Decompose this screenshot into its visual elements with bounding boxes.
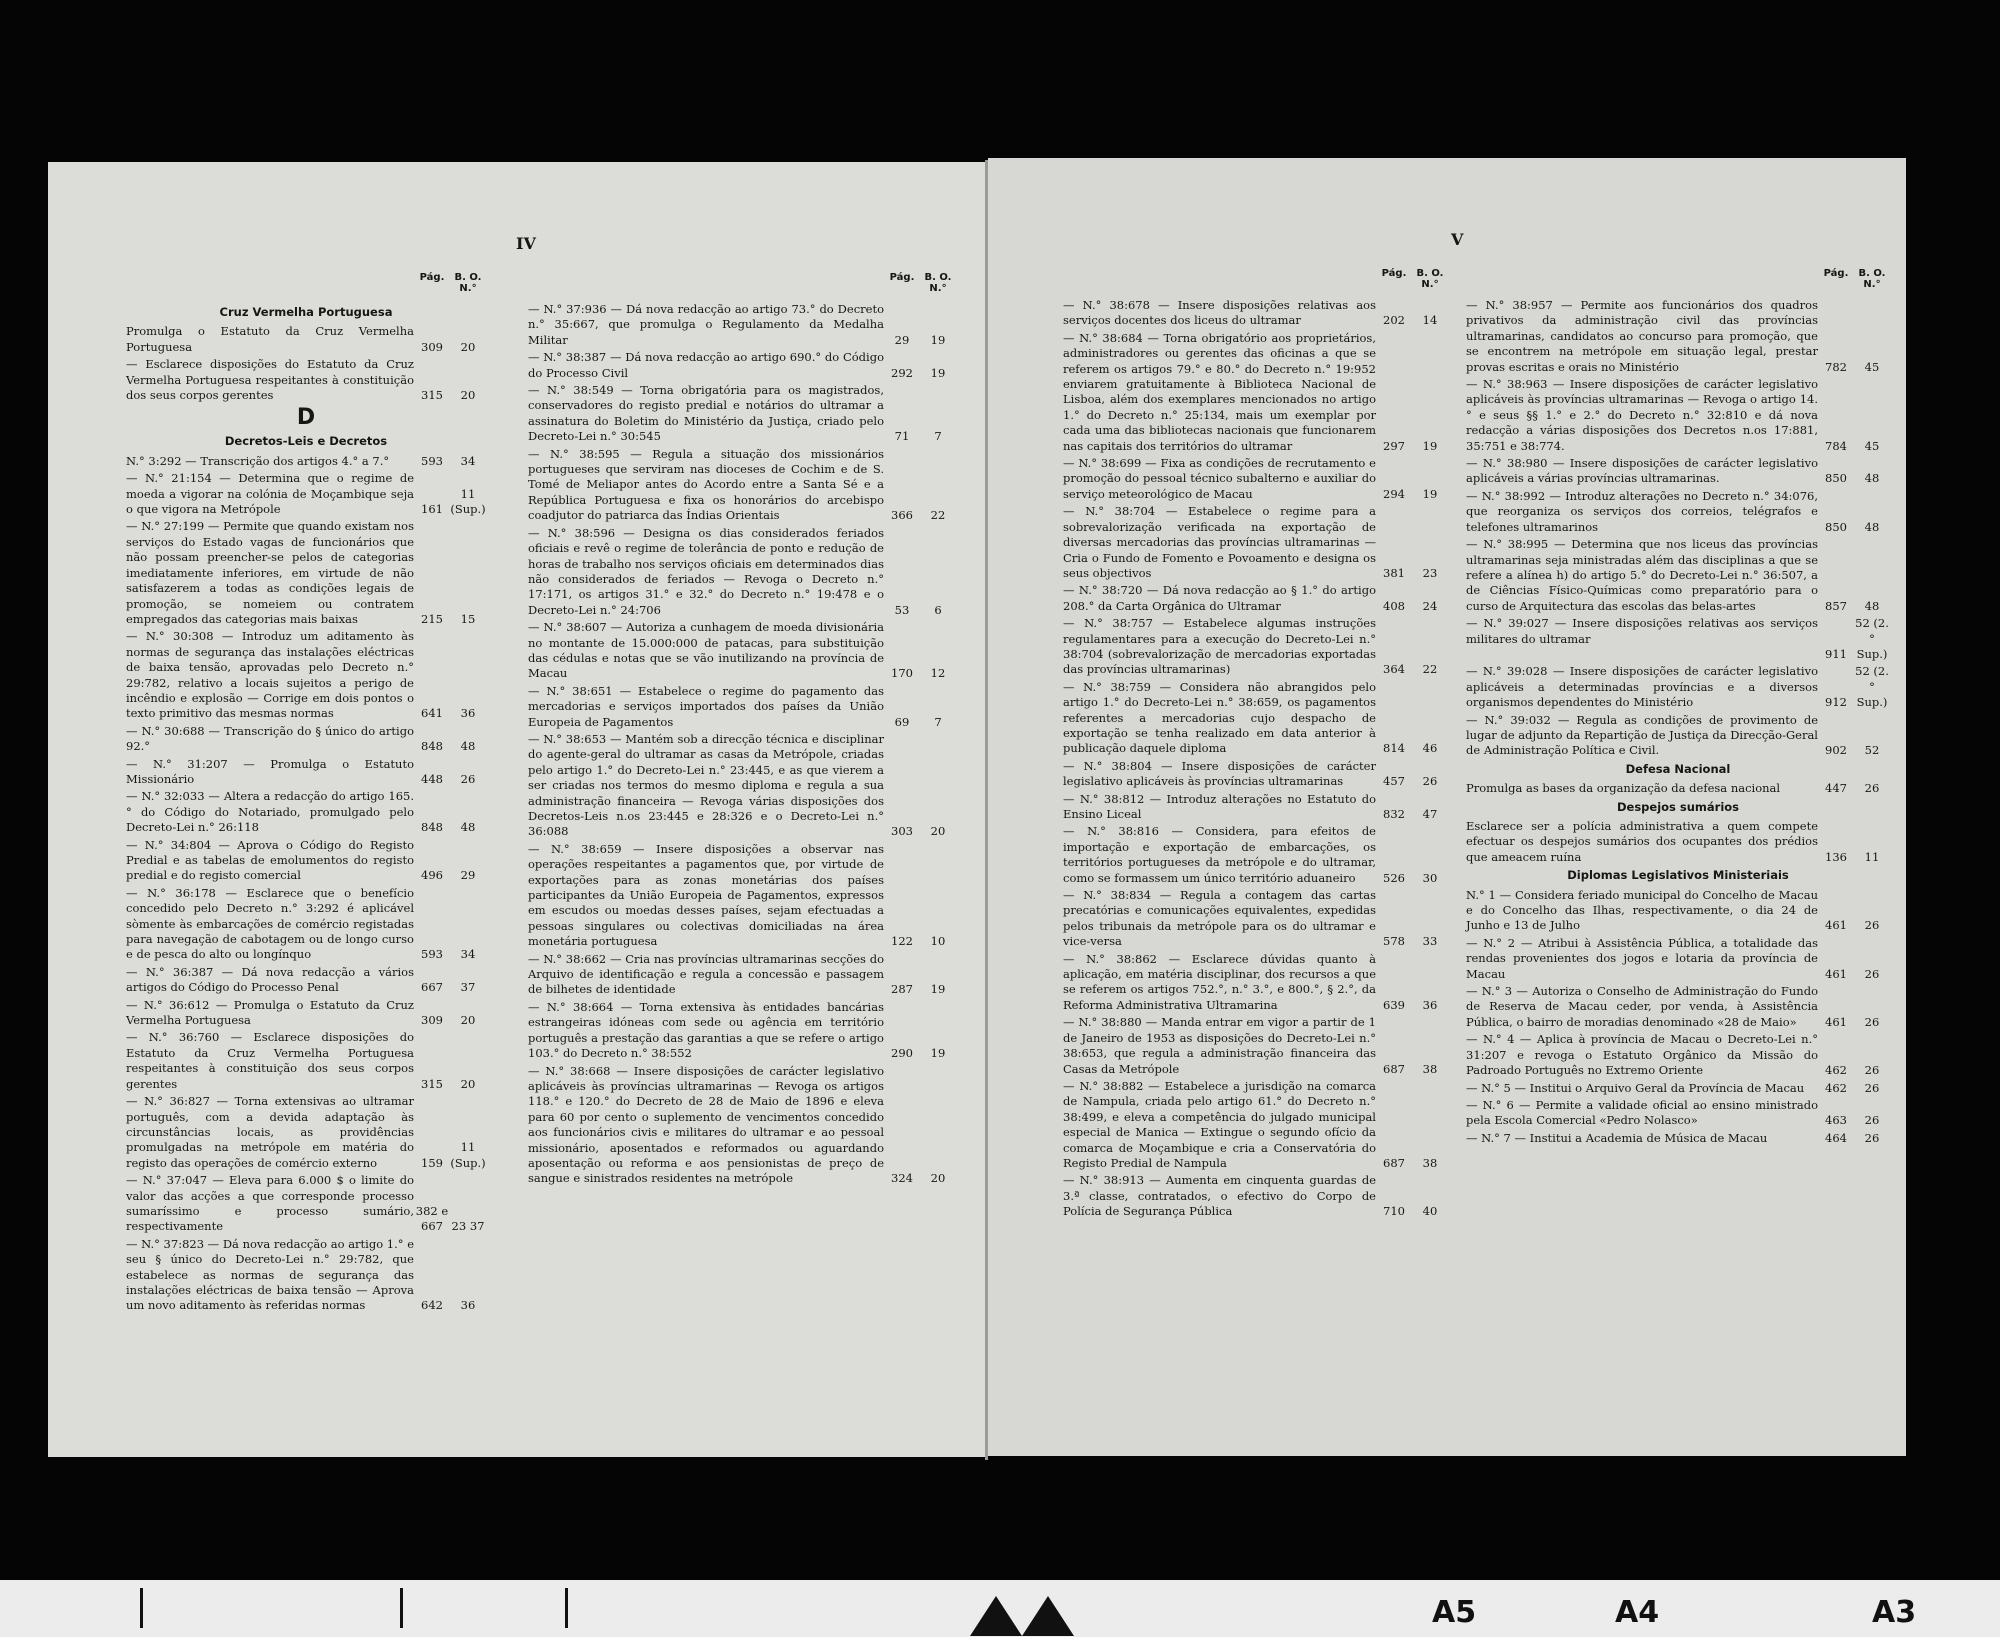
index-entry <box>1466 1081 1890 1096</box>
entry-page: 315 <box>421 388 443 403</box>
entry-bulletin: 19 <box>930 365 946 380</box>
index-entry <box>1466 984 1890 1030</box>
entry-bulletin: 26 <box>460 771 476 786</box>
entry-page: 215 <box>421 611 443 626</box>
entry-text: — N.° 36:760 — Esclarece disposições do Estatuto da Cruz Vermelha Portuguesa respeitantes à constituição dos seus corpos gerentes <box>126 1030 414 1091</box>
page-number: V <box>1451 230 1464 249</box>
section-heading: Cruz Vermelha Portuguesa <box>219 305 393 319</box>
index-entry <box>126 965 486 996</box>
index-entry <box>126 471 486 517</box>
entry-page: 850 <box>1825 519 1847 534</box>
entry-text: — N.° 38:704 — Estabelece o regime para a sobrevalorização verificada na exportação de diversas mercadorias das províncias ultramarinas — Cria o Fundo de Fomento e Povoamento e designa os seus objectivos <box>1063 504 1376 580</box>
index-entry <box>1466 936 1890 982</box>
entry-page: 911 <box>1825 646 1847 661</box>
page-column-header: Pág. <box>889 272 915 283</box>
section-heading: Decretos-Leis e Decretos <box>224 434 388 449</box>
page-column-header: Pág. <box>1381 268 1407 279</box>
index-entry <box>1063 504 1448 581</box>
index-entry <box>1466 1098 1890 1129</box>
entry-page: 366 <box>891 508 913 523</box>
entry-text: — Esclarece disposições do Estatuto da Cruz Vermelha Portuguesa respeitantes à constituição dos seus corpos gerentes <box>126 357 414 403</box>
entry-bulletin: 19 <box>1422 486 1438 501</box>
entry-page: 912 <box>1825 695 1847 710</box>
index-entry <box>1063 759 1448 790</box>
entry-page: 364 <box>1383 662 1405 677</box>
entry-text: — N.° 38:880 — Manda entrar em vigor a partir de 1 de Janeiro de 1953 as disposições do Decreto-Lei n.° 38:653, que regula a administração financeira das Casas da Metrópole <box>1063 1015 1376 1076</box>
entry-text: — N.° 38:957 — Permite aos funcionários dos quadros privativos da administração civil das províncias ultramarinas, candidatos ao concurso para promoção, que se encontrem na metrópole em situação legal, prestar provas escritas e orais no Ministério <box>1466 298 1818 374</box>
entry-text: — N.° 38:757 — Estabelece algumas instruções regulamentares para a execução do Decreto-Lei n.° 38:704 (sobrevalorização de mercadorias exportadas das províncias ultramarinas) <box>1063 616 1376 677</box>
index-entry <box>528 447 956 524</box>
index-entry <box>528 684 956 730</box>
index-entry <box>1063 331 1448 454</box>
film-tick <box>140 1588 143 1628</box>
frame-label: A5 <box>1432 1595 1477 1630</box>
entry-text: — N.° 38:684 — Torna obrigatório aos proprietários, administradores ou gerentes das oficinas a que se referem os artigos 79.° e 80.° do Decreto n.° 19:952 enviarem gratuitamente à Biblioteca Nacional de Lisboa, além dos exemplares mencionados no artigo 1.° do Decreto n.° 25:134, mais um exemplar por cada uma das bibliotecas nacionais que funcionarem nas capitais dos territórios do ultramar <box>1063 330 1376 453</box>
entry-bulletin: 15 <box>460 611 476 626</box>
entry-page: 294 <box>1383 486 1405 501</box>
entry-page: 71 <box>894 429 910 444</box>
entry-bulletin: 48 <box>1864 519 1880 534</box>
entry-page: 642 <box>421 1298 443 1313</box>
entry-bulletin: 19 <box>930 982 946 997</box>
entry-text: — N.° 34:804 — Aprova o Código do Registo Predial e as tabelas de emolumentos do registo predial e do registo comercial <box>126 837 414 883</box>
entry-page: 463 <box>1825 1113 1847 1128</box>
index-entry <box>1466 664 1890 710</box>
entry-bulletin: 24 <box>1422 598 1438 613</box>
index-entry <box>126 757 486 788</box>
page-number: IV <box>516 234 536 253</box>
index-entry <box>1063 1015 1448 1077</box>
entry-bulletin: 38 <box>1422 1155 1438 1170</box>
entry-page: 161 <box>421 502 443 517</box>
index-entry <box>126 1030 486 1092</box>
index-entry <box>126 629 486 721</box>
index-entry <box>1466 1131 1890 1146</box>
entry-bulletin: 48 <box>1864 471 1880 486</box>
entry-page: 461 <box>1825 966 1847 981</box>
film-tick <box>565 1588 568 1628</box>
index-entry <box>126 324 486 355</box>
entry-bulletin: 26 <box>1864 966 1880 981</box>
bulletin-column-header: B. O. N.° <box>454 272 482 294</box>
entry-page: 593 <box>421 947 443 962</box>
index-entry <box>528 1064 956 1187</box>
entry-bulletin: 46 <box>1422 741 1438 756</box>
entry-text: — N.° 27:199 — Permite que quando existam nos serviços do Estado vagas de funcionários que não possam preencher-se pelos de categorias imediatamente inferiores, em virtude de não satisfazerem a todas as condições legais de promoção, se nomeiem ou contratem empregados das categorias mais baixas <box>126 519 414 626</box>
entry-text: — N.° 38:668 — Insere disposições de carácter legislativo aplicáveis às províncias ultramarinas — Revoga os artigos 118.° e 120.° do Decreto de 28 de Maio de 1896 e eleva para 60 por cento o suplemento de vencimentos concedido aos funcionários civis e militares do ultramar e ao pessoal missionário, aposentados e reformados ou aguardando aposentação ou reforma e aos pensionistas de preço de sangue e sinistrados residentes na metrópole <box>528 1063 884 1186</box>
entry-page: 287 <box>891 982 913 997</box>
index-entry <box>1063 1173 1448 1219</box>
entry-text: — N.° 31:207 — Promulga o Estatuto Missionário <box>126 756 414 786</box>
entry-page: 29 <box>894 332 910 347</box>
entry-page: 857 <box>1825 598 1847 613</box>
entry-page: 408 <box>1383 598 1405 613</box>
bulletin-column-header: B. O. N.° <box>1416 268 1444 290</box>
right-column-1 <box>1063 268 1448 1222</box>
index-entry <box>1063 583 1448 614</box>
entry-bulletin: 20 <box>460 1076 476 1091</box>
entry-bulletin: 36 <box>1422 997 1438 1012</box>
right-page <box>988 158 1906 1456</box>
index-entry <box>1466 537 1890 614</box>
entry-page: 687 <box>1383 1155 1405 1170</box>
entry-bulletin: 26 <box>1864 1063 1880 1078</box>
entry-page: 448 <box>421 771 443 786</box>
entry-bulletin: 6 <box>934 602 942 617</box>
page-column-header: Pág. <box>419 272 445 283</box>
entry-text: — N.° 32:033 — Altera a redacção do artigo 165.° do Código do Notariado, promulgado pelo Decreto-Lei n.° 26:118 <box>126 789 414 835</box>
index-entry <box>1466 713 1890 759</box>
index-entry <box>528 1000 956 1062</box>
entry-page: 848 <box>421 820 443 835</box>
entry-page: 850 <box>1825 471 1847 486</box>
left-column-2 <box>528 272 956 1189</box>
index-entry <box>1466 377 1890 454</box>
film-arrow <box>1022 1596 1074 1636</box>
entry-page: 292 <box>891 365 913 380</box>
entry-page: 639 <box>1383 997 1405 1012</box>
index-entry <box>528 842 956 950</box>
entry-page: 69 <box>894 714 910 729</box>
entry-text: — N.° 38:812 — Introduz alterações no Estatuto do Ensino Liceal <box>1063 791 1376 821</box>
entry-page: 782 <box>1825 359 1847 374</box>
column-header <box>1466 268 1890 298</box>
entry-page: 462 <box>1825 1080 1847 1095</box>
index-entry <box>126 886 486 963</box>
entry-page: 461 <box>1825 1014 1847 1029</box>
entry-bulletin: 10 <box>930 934 946 949</box>
entry-text: — N.° 38:387 — Dá nova redacção ao artigo 690.° do Código do Processo Civil <box>528 350 884 380</box>
entry-page: 464 <box>1825 1130 1847 1145</box>
entry-bulletin: 48 <box>460 739 476 754</box>
entry-text: — N.° 39:032 — Regula as condições de provimento de lugar de adjunto da Repartição de Justiça da Direcção-Geral de Administração Política e Civil. <box>1466 712 1818 758</box>
entry-page: 136 <box>1825 849 1847 864</box>
entry-text: — N.° 38:607 — Autoriza a cunhagem de moeda divisionária no montante de 15.000:000 de patacas, para substituição das cédulas e notas que se vão inutilizando na província de Macau <box>528 620 884 681</box>
entry-text: Esclarece ser a polícia administrativa a quem compete efectuar os despejos sumários dos ocupantes dos prédios que ameacem ruína <box>1466 819 1818 864</box>
entry-bulletin: 19 <box>1422 438 1438 453</box>
entry-bulletin: 11 (Sup.) <box>450 1140 486 1170</box>
entry-text: — N.° 38:882 — Estabelece a jurisdição na comarca de Nampula, criada pelo artigo 61.° do Decreto n.° 38:499, e eleva a competência do julgado municipal especial de Manica — Extingue o segundo ofício da comarca de Moçambique e cria a Conservatória do Registo Predial de Nampula <box>1063 1078 1376 1170</box>
entry-text: — N.° 38:759 — Considera não abrangidos pelo artigo 1.° do Decreto-Lei n.° 38:659, os pagamentos referentes a mercadorias cujo despacho de exportação se tenha realizado em data anterior à publicação daquele diploma <box>1063 679 1376 756</box>
entry-text: — N.° 38:595 — Regula a situação dos missionários portugueses que serviram nas dioceses de Cochim e de S. Tomé de Meliapor antes do Acordo entre a Santa Sé e a República Portuguesa e fixa os honorários do arcebispo coadjutor do patriarca das Índias Orientais <box>528 446 884 523</box>
entry-bulletin: 33 <box>1422 934 1438 949</box>
index-entry <box>1063 680 1448 757</box>
entry-page: 832 <box>1383 807 1405 821</box>
entry-text: — N.° 30:688 — Transcrição do § único do artigo 92.° <box>126 723 414 754</box>
entry-text: — N.° 38:549 — Torna obrigatória para os magistrados, conservadores do registo predial e notários do ultramar a assinatura do Boletim do Ministério da Justiça, criado pelo Decreto-Lei n.° 30:545 <box>528 383 884 444</box>
entry-text: — N.° 39:028 — Insere disposições de carácter legislativo aplicáveis a determinadas províncias e a diversos organismos dependentes do Ministério <box>1466 664 1818 710</box>
entry-bulletin: 26 <box>1864 781 1880 796</box>
entry-page: 303 <box>891 824 913 839</box>
index-entry <box>528 732 956 840</box>
left-column-1 <box>126 272 486 1316</box>
right-column-2 <box>1466 268 1890 1148</box>
entry-text: — N.° 5 — Institui o Arquivo Geral da Província de Macau <box>1466 1080 1805 1095</box>
entry-bulletin: 20 <box>930 1171 946 1186</box>
entry-bulletin: 26 <box>1864 1014 1880 1029</box>
entry-bulletin: 20 <box>460 388 476 403</box>
entry-bulletin: 26 <box>1864 1130 1880 1145</box>
entry-text: — N.° 38:720 — Dá nova redacção ao § 1.° do artigo 208.° da Carta Orgânica do Ultramar <box>1063 583 1376 613</box>
index-entry <box>1466 781 1890 796</box>
index-entry <box>126 789 486 835</box>
entry-text: — N.° 38:963 — Insere disposições de carácter legislativo aplicáveis às províncias ultramarinas — Revoga o artigo 14.° e seus §§ 1.° e 2.° do Decreto n.° 32:810 e dá nova redacção a várias disposições dos Decretos n.os 17:881, 35:751 e 38:774. <box>1466 377 1818 453</box>
entry-bulletin: 36 <box>460 706 476 721</box>
entry-text: — N.° 38:816 — Considera, para efeitos de importação e exportação de embarcações, os territórios portugueses da metrópole e do ultramar, como se formassem um único território aduaneiro <box>1063 824 1376 885</box>
entry-bulletin: 29 <box>460 868 476 883</box>
entry-bulletin: 48 <box>1864 598 1880 613</box>
entry-page: 309 <box>421 339 443 354</box>
bulletin-column-header: B. O. N.° <box>924 272 952 294</box>
index-entry <box>1466 489 1890 535</box>
entry-page: 381 <box>1383 565 1405 580</box>
section-heading: Defesa Nacional <box>1625 761 1731 776</box>
entry-bulletin: 7 <box>934 714 942 729</box>
entry-text: — N.° 3 — Autoriza o Conselho de Administração do Fundo de Reserva de Macau ceder, por venda, à Assistência Pública, o bairro de moradias denominado «28 de Maio» <box>1466 984 1818 1029</box>
entry-text: — N.° 36:612 — Promulga o Estatuto da Cruz Vermelha Portuguesa <box>126 997 414 1028</box>
entry-page: 578 <box>1383 934 1405 949</box>
entry-bulletin: 47 <box>1422 807 1438 821</box>
entry-page: 496 <box>421 868 443 883</box>
entry-text: — N.° 7 — Institui a Academia de Música de Macau <box>1466 1130 1768 1145</box>
entry-bulletin: 34 <box>460 453 476 468</box>
index-entry <box>1063 456 1448 502</box>
entry-bulletin: 45 <box>1864 359 1880 374</box>
entry-bulletin: 26 <box>1422 774 1438 789</box>
entry-text: — N.° 37:047 — Eleva para 6.000 $ o limite do valor das acções a que corresponde processo sumaríssimo e processo sumário, respectivamente <box>126 1173 414 1234</box>
entry-bulletin: 52 <box>1864 743 1880 758</box>
entry-text: — N.° 38:980 — Insere disposições de carácter legislativo aplicáveis a várias províncias ultramarinas. <box>1466 456 1818 486</box>
entry-bulletin: 23 <box>1422 565 1438 580</box>
index-entry <box>126 1094 486 1171</box>
index-entry <box>126 838 486 884</box>
film-arrow <box>970 1596 1022 1636</box>
column-header <box>528 272 956 302</box>
entry-bulletin: 38 <box>1422 1061 1438 1076</box>
entry-page: 848 <box>421 739 443 754</box>
index-entry <box>126 357 486 403</box>
index-entry <box>1063 616 1448 678</box>
index-entry <box>126 998 486 1029</box>
entry-bulletin: 26 <box>1864 1080 1880 1095</box>
entry-bulletin: 37 <box>460 980 476 995</box>
entry-text: — N.° 39:027 — Insere disposições relativas aos serviços militares do ultramar <box>1466 616 1818 646</box>
entry-text: N.° 1 — Considera feriado municipal do Concelho de Macau e do Concelho das Ilhas, respectivamente, o dia 24 de Junho e 13 de Julho <box>1466 887 1818 933</box>
entry-bulletin: 22 <box>1422 662 1438 677</box>
entry-bulletin: 52 (2.° Sup.) <box>1855 664 1889 710</box>
index-entry <box>126 454 486 469</box>
entry-bulletin: 45 <box>1864 438 1880 453</box>
entry-bulletin: 23 37 <box>451 1219 485 1234</box>
entry-text: — N.° 38:651 — Estabelece o regime do pagamento das mercadorias e serviços importados dos países da União Europeia de Pagamentos <box>528 683 884 729</box>
index-entry <box>1466 298 1890 375</box>
left-page <box>48 162 988 1457</box>
entry-bulletin: 19 <box>930 1046 946 1061</box>
entry-text: — N.° 38:678 — Insere disposições relativas aos serviços docentes dos liceus do ultramar <box>1063 298 1376 328</box>
entry-text: — N.° 36:827 — Torna extensivas ao ultramar português, com a devida adaptação às circunstâncias locais, as providências promulgadas na metrópole em matéria do registo das operações de comércio externo <box>126 1094 414 1170</box>
index-entry <box>528 350 956 381</box>
entry-bulletin: 30 <box>1422 870 1438 885</box>
entry-text: — N.° 38:995 — Determina que nos liceus das províncias ultramarinas seja ministradas além das disciplinas a que se refere a alínea h) do artigo 5.° do Decreto-Lei n.° 36:507, a de Ciências Físico-Químicas como preparatório para o curso de Arquitectura das escolas das belas-artes <box>1466 537 1818 613</box>
entry-bulletin: 52 (2.° Sup.) <box>1855 616 1889 661</box>
entry-bulletin: 26 <box>1864 918 1880 933</box>
entry-text: — N.° 38:662 — Cria nas províncias ultramarinas secções do Arquivo de identificação e regula a concessão e passagem de bilhetes de identidade <box>528 951 884 997</box>
entry-page: 457 <box>1383 774 1405 789</box>
entry-text: — N.° 38:596 — Designa os dias considerados feriados oficiais e revê o regime de tolerância de ponto e redução de horas de trabalho nos serviços oficiais em determinados dias não considerados de feriados — Revoga o Decreto n.° 17:171, os artigos 31.° e 32.° do Decreto n.° 19:478 e o Decreto-Lei n.° 24:706 <box>528 525 884 617</box>
entry-bulletin: 22 <box>930 508 946 523</box>
entry-text: — N.° 30:308 — Introduz um aditamento às normas de segurança das instalações eléctricas de baixa tensão, aprovadas pelo Decreto n.° 29:782, relativo a locais sujeitos a perigo de incêndio e explosão — Corrige em dois pontos o texto primitivo das mesmas normas <box>126 629 414 721</box>
entry-text: — N.° 37:936 — Dá nova redacção ao artigo 73.° do Decreto n.° 35:667, que promulga o Regulamento da Medalha Militar <box>528 302 884 347</box>
entry-page: 593 <box>421 453 443 468</box>
entry-bulletin: 40 <box>1422 1204 1438 1219</box>
index-entry <box>528 952 956 998</box>
index-entry <box>126 724 486 755</box>
entry-bulletin: 12 <box>930 666 946 681</box>
index-entry <box>1466 456 1890 487</box>
entry-bulletin: 11 <box>1864 849 1880 864</box>
entry-page: 122 <box>891 934 913 949</box>
index-entry <box>528 620 956 682</box>
index-entry <box>1063 952 1448 1014</box>
entry-page: 290 <box>891 1046 913 1061</box>
index-entry <box>528 383 956 445</box>
entry-text: — N.° 38:699 — Fixa as condições de recrutamento e promoção do pessoal técnico subalterno e auxiliar do serviço meteorológico de Macau <box>1063 456 1376 501</box>
section-heading: Diplomas Legislativos Ministeriais <box>1567 868 1789 883</box>
entry-page: 159 <box>421 1155 443 1170</box>
entry-page: 53 <box>894 602 910 617</box>
entry-bulletin: 48 <box>460 820 476 835</box>
entry-page: 297 <box>1383 438 1405 453</box>
entry-bulletin: 26 <box>1864 1113 1880 1128</box>
bulletin-column-header: B. O. N.° <box>1858 268 1886 290</box>
entry-text: — N.° 38:804 — Insere disposições de carácter legislativo aplicáveis às províncias ultramarinas <box>1063 758 1376 789</box>
entry-text: — N.° 38:664 — Torna extensiva às entidades bancárias estrangeiras idóneas com sede ou agência em território português a prestação das garantias a que se refere o artigo 103.° do Decreto n.° 38:552 <box>528 999 884 1061</box>
entry-page: 526 <box>1383 870 1405 885</box>
entry-page: 461 <box>1825 918 1847 933</box>
film-tick <box>400 1588 403 1628</box>
entry-text: — N.° 36:178 — Esclarece que o benefício concedido pelo Decreto n.° 3:292 é aplicável sòmente às embarcações de comércio registadas para navegação de cabotagem ou de longo curso e de pesca do alto ou longínquo <box>126 885 414 962</box>
entry-text: — N.° 21:154 — Determina que o regime de moeda a vigorar na colónia de Moçambique seja o que vigora na Metrópole <box>126 471 414 517</box>
entry-text: N.° 3:292 — Transcrição dos artigos 4.° a 7.° <box>126 453 390 468</box>
entry-page: 462 <box>1825 1063 1847 1078</box>
index-entry <box>1466 819 1890 865</box>
frame-label: A3 <box>1872 1595 1917 1630</box>
entry-text: Promulga o Estatuto da Cruz Vermelha Portuguesa <box>126 324 414 354</box>
entry-page: 814 <box>1383 741 1405 756</box>
column-header <box>126 272 486 302</box>
entry-page: 667 <box>421 980 443 995</box>
entry-page: 309 <box>421 1013 443 1028</box>
entry-bulletin: 19 <box>930 332 946 347</box>
entry-page: 784 <box>1825 438 1847 453</box>
entry-text: — N.° 38:992 — Introduz alterações no Decreto n.° 34:076, que reorganiza os serviços dos correios, telégrafos e telefones ultramarinos <box>1466 488 1818 534</box>
entry-page: 641 <box>421 706 443 721</box>
entry-text: Promulga as bases da organização da defesa nacional <box>1466 781 1781 796</box>
entry-bulletin: 7 <box>934 429 942 444</box>
index-entry <box>1063 792 1448 823</box>
entry-text: — N.° 38:834 — Regula a contagem das cartas precatórias e comunicações equivalentes, expedidas pelos tribunais da metrópole para os do ultramar e vice-versa <box>1063 888 1376 949</box>
index-entry <box>528 526 956 618</box>
index-entry <box>1063 1079 1448 1171</box>
index-entry <box>1466 888 1890 934</box>
entry-text: — N.° 38:913 — Aumenta em cinquenta guardas de 3.ª classe, contratados, o efectivo do Corpo de Polícia de Segurança Pública <box>1063 1173 1376 1219</box>
index-entry <box>1063 824 1448 886</box>
entry-bulletin: 20 <box>460 1013 476 1028</box>
entry-bulletin: 14 <box>1422 313 1438 328</box>
entry-text: — N.° 37:823 — Dá nova redacção ao artigo 1.° e seu § único do Decreto-Lei n.° 29:782, que estabelece as normas de segurança das instalações eléctricas de baixa tensão — Aprova um novo aditamento às referidas normas <box>126 1236 414 1313</box>
entry-text: — N.° 4 — Aplica à província de Macau o Decreto-Lei n.° 31:207 e revoga o Estatuto Orgânico da Missão do Padroado Português no Extremo Oriente <box>1466 1032 1818 1078</box>
index-entry <box>126 1173 486 1235</box>
entry-text: — N.° 2 — Atribui à Assistência Pública, a totalidade das rendas provenientes dos jogos e lotaria da província de Macau <box>1466 935 1818 981</box>
index-entry <box>1466 1032 1890 1078</box>
entry-bulletin: 20 <box>460 339 476 354</box>
page-column-header: Pág. <box>1823 268 1849 279</box>
entry-page: 315 <box>421 1076 443 1091</box>
index-entry <box>1063 298 1448 329</box>
entry-bulletin: 34 <box>460 947 476 962</box>
index-letter: D <box>296 405 316 431</box>
entry-page: 710 <box>1383 1204 1405 1219</box>
entry-page: 382 e 667 <box>415 1203 449 1234</box>
frame-label: A4 <box>1615 1595 1660 1630</box>
entry-page: 447 <box>1825 781 1847 796</box>
index-entry <box>126 519 486 627</box>
index-entry <box>1466 616 1890 662</box>
index-entry <box>1063 888 1448 950</box>
section-heading: Despejos sumários <box>1616 799 1740 814</box>
entry-page: 902 <box>1825 743 1847 758</box>
entry-page: 202 <box>1383 313 1405 328</box>
entry-page: 687 <box>1383 1061 1405 1076</box>
index-entry <box>126 1237 486 1314</box>
index-entry <box>528 302 956 348</box>
entry-bulletin: 20 <box>930 824 946 839</box>
entry-bulletin: 11 (Sup.) <box>450 486 486 517</box>
entry-page: 170 <box>891 666 913 681</box>
entry-text: — N.° 38:659 — Insere disposições a observar nas operações respeitantes a pagamentos que, por virtude de exportações para as zonas monetárias dos países participantes da União Europeia de Pagamentos, expressos em escudos ou moedas desses países, sejam efectuadas a pessoas singulares ou colectivas domiciliadas na área monetária portuguesa <box>528 841 884 949</box>
column-header <box>1063 268 1448 298</box>
entry-page: 324 <box>891 1171 913 1186</box>
entry-text: — N.° 38:653 — Mantém sob a direcção técnica e disciplinar do agente-geral do ultramar as casas da Metrópole, criadas pelo artigo 1.° do Decreto-Lei n.° 23:445, e as que vierem a ser criadas nos termos do mesmo diploma e regula a sua administração financeira — Revoga várias disposições dos Decretos-Leis n.os 23:445 e 28:326 e o Decreto-Lei n.° 36:088 <box>528 731 884 839</box>
entry-text: — N.° 38:862 — Esclarece dúvidas quanto à aplicação, em matéria disciplinar, dos recursos a que se referem os artigos 752.°, n.° 3.°, e 800.°, § 2.°, da Reforma Administrativa Ultramarina <box>1063 951 1376 1012</box>
entry-text: — N.° 36:387 — Dá nova redacção a vários artigos do Código do Processo Penal <box>126 964 414 995</box>
entry-bulletin: 36 <box>460 1298 476 1313</box>
entry-text: — N.° 6 — Permite a validade oficial ao ensino ministrado pela Escola Comercial «Pedro Nolasco» <box>1466 1097 1818 1128</box>
